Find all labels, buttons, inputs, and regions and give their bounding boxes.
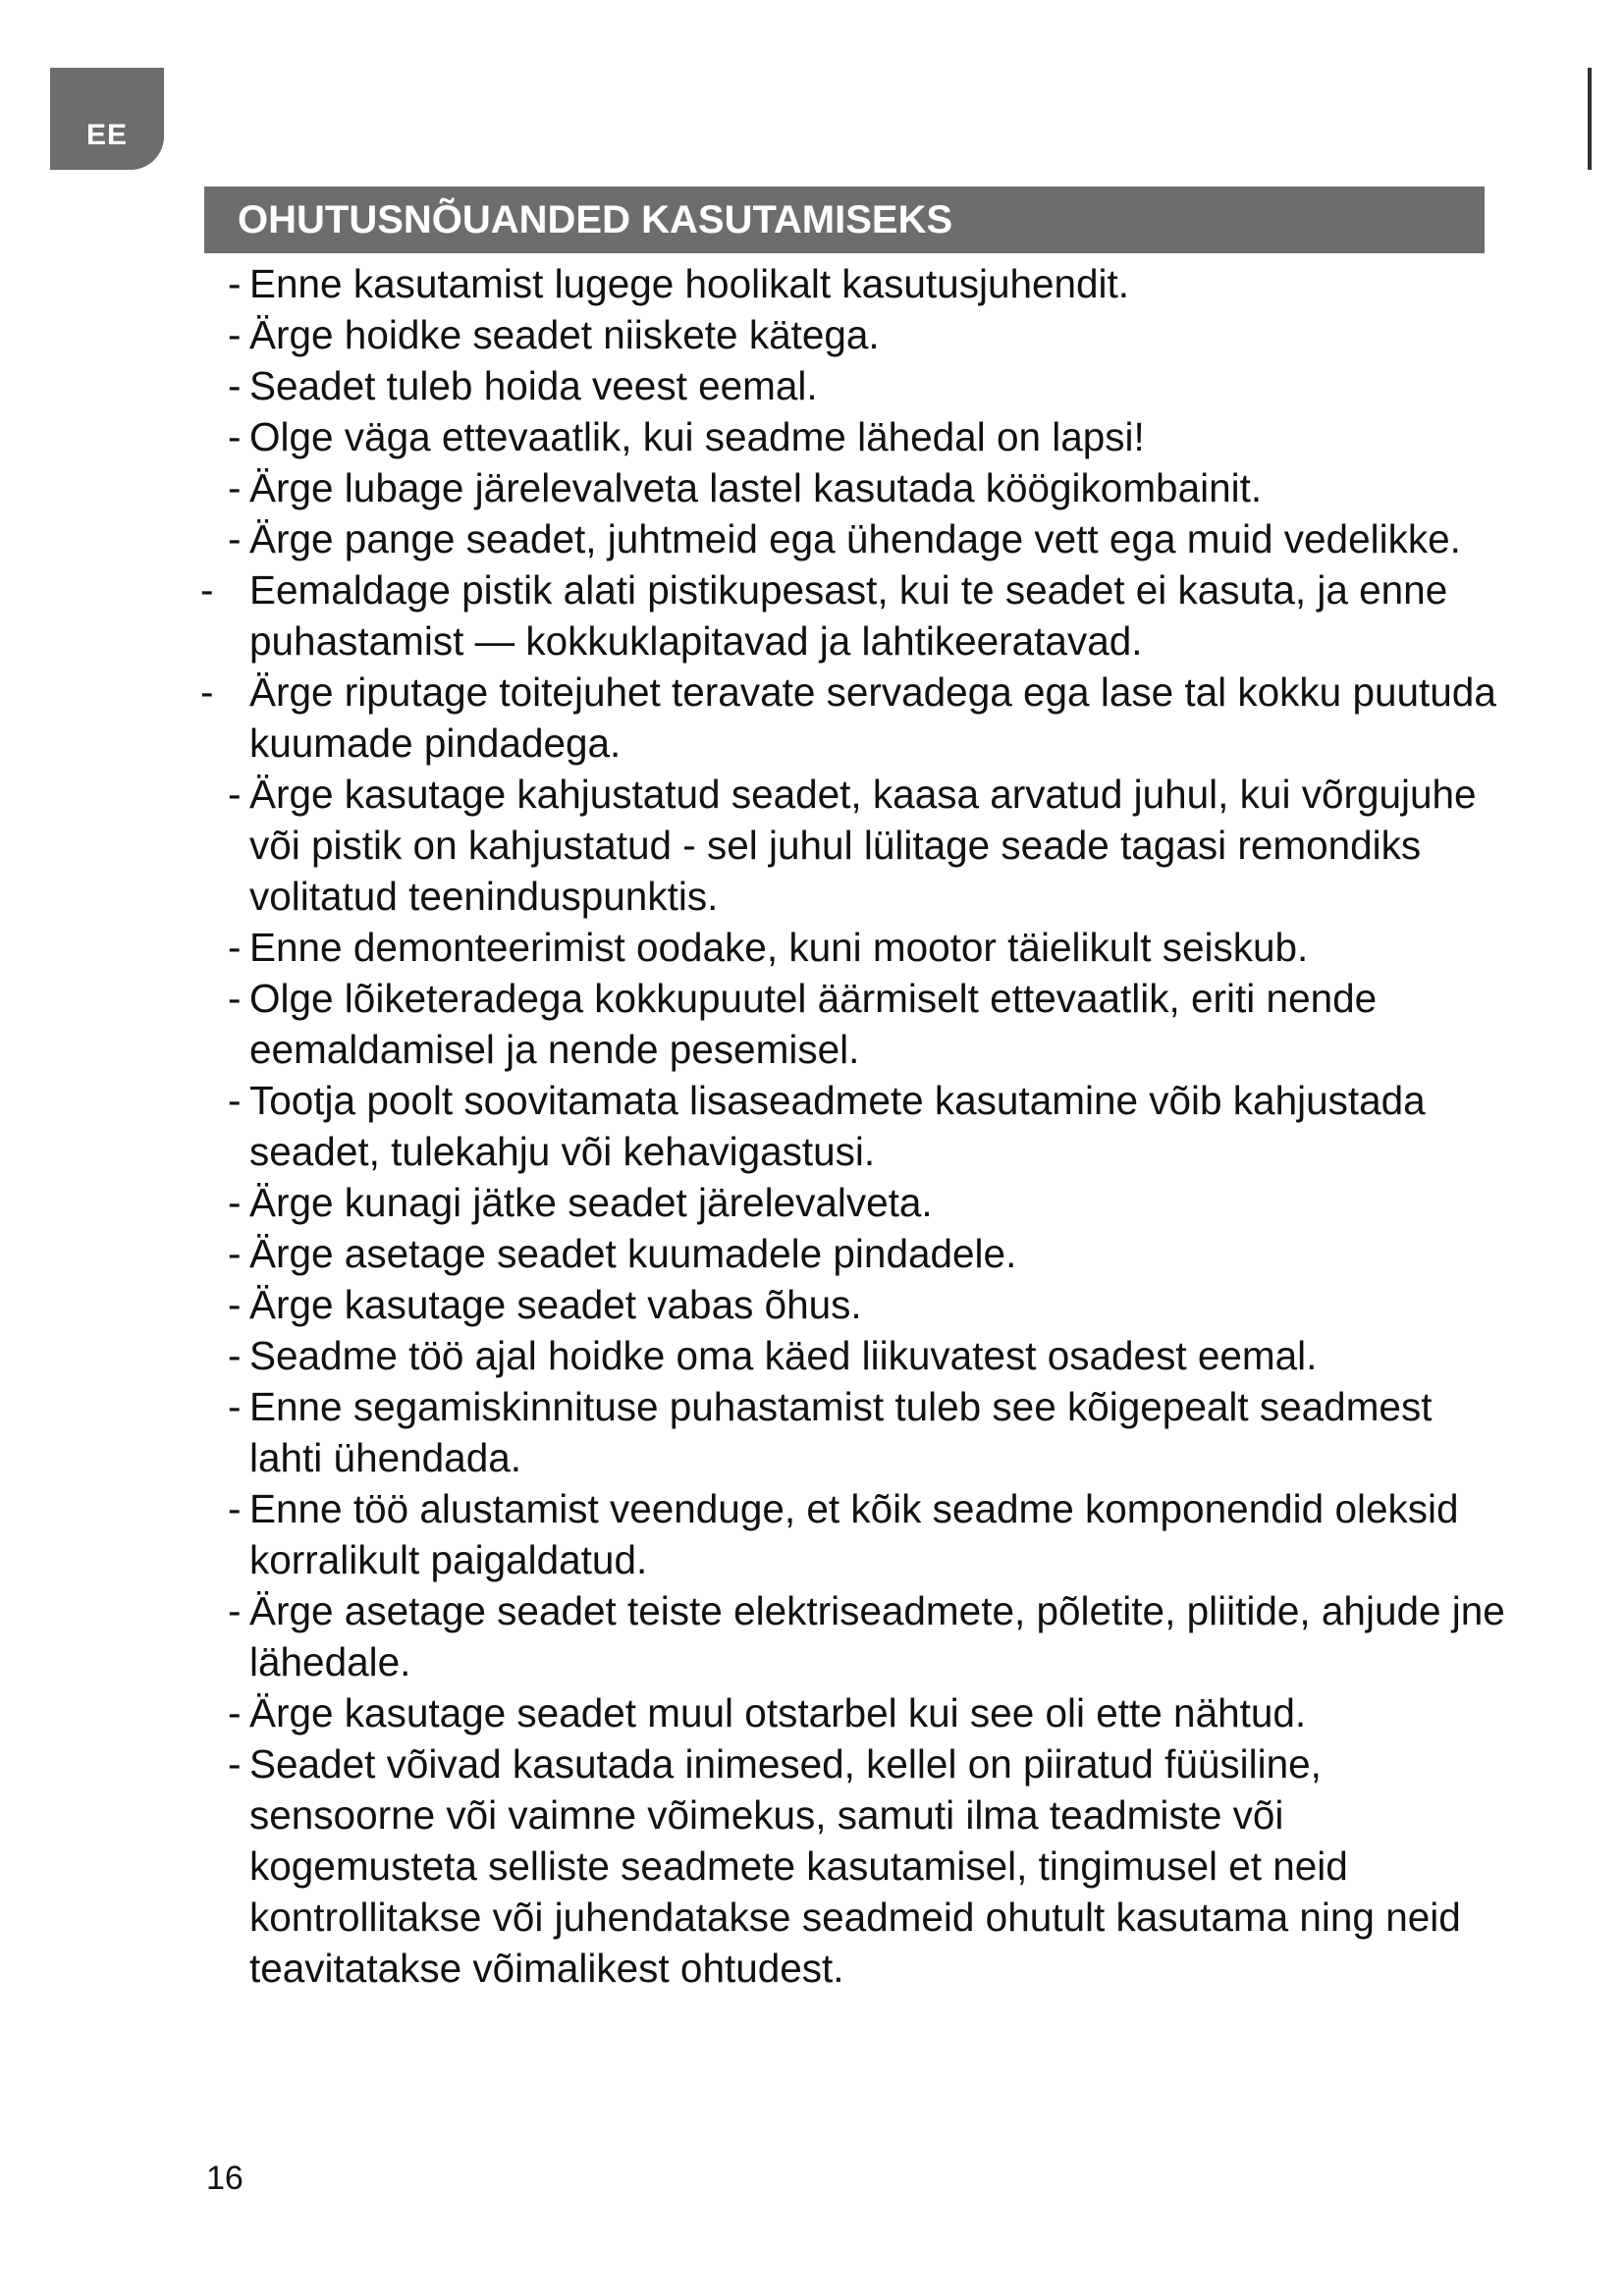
list-item-text: Enne töö alustamist veenduge, et kõik seadme komponendid oleksid korralikult paigaldatud. xyxy=(249,1486,1459,1582)
list-item-text: Tootja poolt soovitamata lisaseadmete kasutamine võib kahjustada seadet, tulekahju või kehavigastusi. xyxy=(249,1078,1426,1174)
list-item xyxy=(228,360,1514,411)
list-item xyxy=(228,411,1514,462)
bullet-dash: - xyxy=(228,516,242,561)
list-item xyxy=(228,258,1514,309)
list-item xyxy=(228,1279,1514,1330)
list-item xyxy=(228,1381,1514,1483)
bullet-dash: - xyxy=(228,1180,242,1225)
list-item-text: Ärge kunagi jätke seadet järelevalveta. xyxy=(249,1180,933,1225)
list-item xyxy=(228,1738,1514,1994)
bullet-dash: - xyxy=(228,1231,242,1276)
bullet-dash: - xyxy=(228,925,242,970)
list-item xyxy=(228,513,1514,564)
list-item-text: Ärge kasutage seadet vabas õhus. xyxy=(249,1282,862,1327)
list-item-text: Ärge kasutage seadet muul otstarbel kui see oli ette nähtud. xyxy=(249,1690,1307,1735)
list-item xyxy=(228,309,1514,360)
bullet-dash: - xyxy=(228,1486,242,1531)
list-item-text: Enne segamiskinnituse puhastamist tuleb see kõigepealt seadmest lahti ühendada. xyxy=(249,1384,1433,1480)
page-number: 16 xyxy=(206,2160,244,2197)
list-item xyxy=(228,1585,1514,1687)
language-tab-label: EE xyxy=(86,119,129,151)
list-item-text: Seadme töö ajal hoidke oma käed liikuvatest osadest eemal. xyxy=(249,1333,1318,1378)
bullet-dash: - xyxy=(228,1741,242,1787)
list-item-text: Enne kasutamist lugege hoolikalt kasutusjuhendit. xyxy=(249,261,1130,306)
bullet-dash: - xyxy=(228,1078,242,1123)
bullet-dash: - xyxy=(228,465,242,510)
list-item xyxy=(228,973,1514,1075)
bullet-dash: - xyxy=(228,312,242,357)
list-item-text: Seadet tuleb hoida veest eemal. xyxy=(249,363,818,408)
bullet-dash: - xyxy=(228,414,242,459)
list-item-text: Ärge riputage toitejuhet teravate servadega ega lase tal kokku puutuda kuumade pindadega. xyxy=(249,669,1496,766)
list-item xyxy=(200,564,1514,667)
page-edge-line xyxy=(1588,68,1592,170)
list-item-text: Eemaldage pistik alati pistikupesast, kui te seadet ei kasuta, ja enne puhastamist — kokkuklapitavad ja lahtikeeratavad. xyxy=(249,567,1448,664)
list-item-text: Enne demonteerimist oodake, kuni mootor täielikult seiskub. xyxy=(249,925,1309,970)
list-item-text: Ärge pange seadet, juhtmeid ega ühendage vett ega muid vedelikke. xyxy=(249,516,1461,561)
list-item-text: Ärge asetage seadet teiste elektriseadmete, põletite, pliitide, ahjude jne lähedale. xyxy=(249,1588,1505,1684)
bullet-dash: - xyxy=(228,772,242,817)
bullet-dash: - xyxy=(228,1588,242,1633)
bullet-dash: - xyxy=(228,1690,242,1735)
list-item xyxy=(228,462,1514,513)
bullet-dash: - xyxy=(200,669,214,715)
list-item xyxy=(228,1228,1514,1279)
language-tab xyxy=(50,68,164,170)
bullet-dash: - xyxy=(228,976,242,1021)
list-item-text: Olge lõiketeradega kokkupuutel äärmiselt ettevaatlik, eriti nende eemaldamisel ja nende pesemisel. xyxy=(249,976,1378,1072)
list-item xyxy=(228,922,1514,973)
list-item xyxy=(228,1687,1514,1738)
bullet-dash: - xyxy=(228,1333,242,1378)
bullet-dash: - xyxy=(228,363,242,408)
section-title: OHUTUSNÕUANDED KASUTAMISEKS xyxy=(204,187,1485,253)
bullet-dash: - xyxy=(228,261,242,306)
safety-instructions-list xyxy=(200,258,1514,1994)
list-item-text: Olge väga ettevaatlik, kui seadme lähedal on lapsi! xyxy=(249,414,1145,459)
list-item-text: Ärge hoidke seadet niiskete kätega. xyxy=(249,312,880,357)
list-item-text: Ärge kasutage kahjustatud seadet, kaasa arvatud juhul, kui võrgujuhe või pistik on kahjustatud - sel juhul lülitage seade tagasi remondiks volitatud teeninduspunktis. xyxy=(249,772,1477,919)
list-item xyxy=(228,1177,1514,1228)
list-item xyxy=(228,769,1514,922)
list-item xyxy=(228,1075,1514,1177)
bullet-dash: - xyxy=(200,567,214,613)
list-item xyxy=(228,1330,1514,1381)
list-item-text: Seadet võivad kasutada inimesed, kellel on piiratud füüsiline, sensoorne või vaimne võimekus, samuti ilma teadmiste või kogemusteta selliste seadmete kasutamisel, tingimusel et neid kontrollitakse või juhendatakse seadmeid ohutult kasutama ning neid teavitatakse võimalikest ohtudest. xyxy=(249,1741,1461,1991)
bullet-dash: - xyxy=(228,1282,242,1327)
list-item xyxy=(228,1483,1514,1585)
list-item-text: Ärge lubage järelevalveta lastel kasutada köögikombainit. xyxy=(249,465,1263,510)
list-item xyxy=(200,667,1514,769)
bullet-dash: - xyxy=(228,1384,242,1429)
list-item-text: Ärge asetage seadet kuumadele pindadele. xyxy=(249,1231,1017,1276)
